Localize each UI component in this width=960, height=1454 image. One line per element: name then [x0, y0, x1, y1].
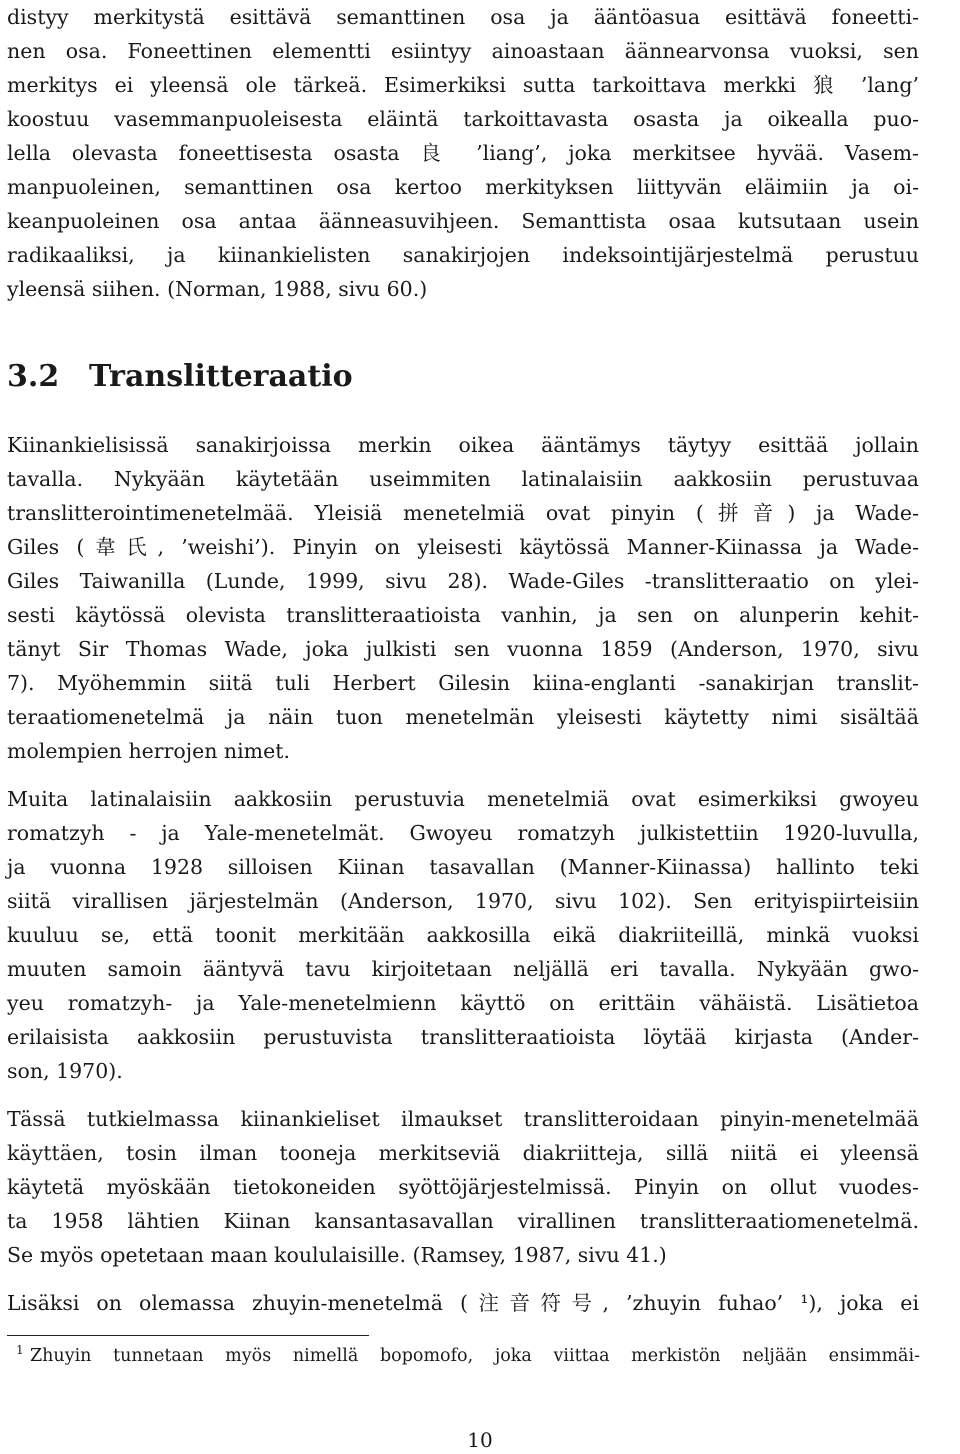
footnote — [16, 1342, 920, 1370]
text-line: nen osa. Foneettinen elementti esiintyy ainoastaan äännearvonsa vuoksi, sen — [7, 39, 919, 63]
text-line: tavalla. Nykyään käytetään useimmiten latinalaisiin aakkosiin perustuvaa — [7, 467, 919, 491]
text-line: radikaaliksi, ja kiinankielisten sanakirjojen indeksointijärjestelmä perustuu — [7, 243, 919, 267]
text-line: lella olevasta foneettisesta osasta 良 ’liang’, joka merkitsee hyvää. Vasem- — [7, 141, 919, 165]
footnote-text: Zhuyin tunnetaan myös nimellä bopomofo, joka viittaa merkistön neljään ensimmäi- — [30, 1346, 920, 1366]
text-line: Muita latinalaisiin aakkosiin perustuvia menetelmiä ovat esimerkiksi gwoyeu — [7, 787, 919, 811]
section-heading — [7, 357, 353, 397]
text-line: Lisäksi on olemassa zhuyin-menetelmä (注音符号, ’zhuyin fuhao’ ¹), joka ei — [7, 1291, 919, 1315]
text-line: Se myös opetetaan maan koululaisille. (Ramsey, 1987, sivu 41.) — [7, 1243, 667, 1267]
text-line: käyttäen, tosin ilman tooneja merkitseviä diakriitteja, sillä niitä ei yleensä — [7, 1141, 919, 1165]
text-line: käytetä myöskään tietokoneiden syöttöjärjestelmissä. Pinyin on ollut vuodes- — [7, 1175, 919, 1199]
text-line: romatzyh - ja Yale-menetelmät. Gwoyeu romatzyh julkistettiin 1920-luvulla, — [7, 821, 919, 845]
text-line: siitä virallisen järjestelmän (Anderson, 1970, sivu 102). Sen erityispiirteisiin — [7, 889, 919, 913]
text-line: Kiinankielisissä sanakirjoissa merkin oikea ääntämys täytyy esittää jollain — [7, 433, 919, 457]
text-line: muuten samoin ääntyvä tavu kirjoitetaan neljällä eri tavalla. Nykyään gwo- — [7, 957, 919, 981]
text-line: erilaisista aakkosiin perustuvista translitteraatioista löytää kirjasta (Ander- — [7, 1025, 919, 1049]
text-line: keanpuoleinen osa antaa äänneasuvihjeen. Semanttista osaa kutsutaan usein — [7, 209, 919, 233]
text-line: koostuu vasemmanpuoleisesta eläintä tarkoittavasta osasta ja oikealla puo- — [7, 107, 919, 131]
text-line: kuuluu se, että toonit merkitään aakkosilla eikä diakriiteillä, minkä vuoksi — [7, 923, 919, 947]
text-line: ta 1958 lähtien Kiinan kansantasavallan virallinen translitteraatiomenetelmä. — [7, 1209, 919, 1233]
section-number: 3.2 — [7, 359, 60, 394]
text-line: sesti käytössä olevista translitteraatioista vanhin, ja sen on alunperin kehit- — [7, 603, 919, 627]
text-line: Giles (韋氏, ’weishi’). Pinyin on yleisesti käytössä Manner-Kiinassa ja Wade- — [7, 535, 919, 559]
text-line: teraatiomenetelmä ja näin tuon menetelmän yleisesti käytetty nimi sisältää — [7, 705, 919, 729]
text-line: Giles Taiwanilla (Lunde, 1999, sivu 28). Wade-Giles -translitteraatio on ylei- — [7, 569, 919, 593]
page-number: 10 — [467, 1428, 493, 1452]
text-line: ja vuonna 1928 silloisen Kiinan tasavallan (Manner-Kiinassa) hallinto teki — [7, 855, 919, 879]
text-line: tänyt Sir Thomas Wade, joka julkisti sen vuonna 1859 (Anderson, 1970, sivu — [7, 637, 919, 661]
section-title: Translitteraatio — [89, 359, 353, 394]
text-line: distyy merkitystä esittävä semanttinen osa ja ääntöasua esittävä foneetti- — [7, 5, 919, 29]
text-line: merkitys ei yleensä ole tärkeä. Esimerkiksi sutta tarkoittava merkki 狼 ’lang’ — [7, 73, 919, 97]
footnote-mark: 1 — [16, 1343, 24, 1357]
text-line: molempien herrojen nimet. — [7, 739, 291, 763]
text-line: Tässä tutkielmassa kiinankieliset ilmaukset translitteroidaan pinyin-menetelmää — [7, 1107, 919, 1131]
text-line: son, 1970). — [7, 1059, 123, 1083]
text-line: manpuoleinen, semanttinen osa kertoo merkityksen liittyvän eläimiin ja oi- — [7, 175, 919, 199]
text-line: 7). Myöhemmin siitä tuli Herbert Gilesin kiina-englanti -sanakirjan translit- — [7, 671, 919, 695]
footnote-rule — [7, 1335, 369, 1336]
text-line: yleensä siihen. (Norman, 1988, sivu 60.) — [7, 277, 428, 301]
text-line: yeu romatzyh- ja Yale-menetelmienn käyttö on erittäin vähäistä. Lisätietoa — [7, 991, 919, 1015]
text-line: translitterointimenetelmää. Yleisiä menetelmiä ovat pinyin (拼音) ja Wade- — [7, 501, 919, 525]
